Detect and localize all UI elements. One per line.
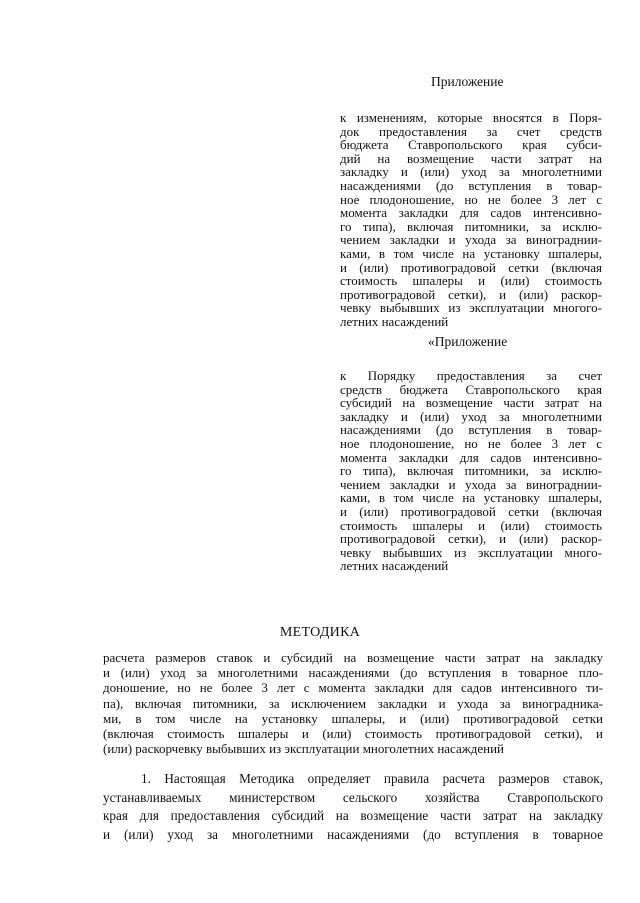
paragraph-line: устанавливаемых министерством сельского хозяйства Ставропольского: [103, 789, 603, 805]
paragraph-line: и (или) уход за многолетними насаждениями (до вступления в товарное: [103, 826, 603, 842]
quote-line: чением закладки и ухода за винограднии-: [340, 476, 602, 492]
quote-line: субсидий на возмещение части затрат на: [340, 395, 602, 411]
quote-line: ное плодоношение, но не более 3 лет с: [340, 435, 602, 451]
appendix-line: летних насаждений: [340, 313, 449, 329]
quote-text: [340, 369, 602, 573]
quote-line: противоградовой сетки), и (или) раскор-: [340, 531, 602, 547]
quote-line: чевку выбывших из эксплуатации много-: [340, 544, 602, 560]
appendix-line: закладку и (или) уход за многолетними: [340, 164, 602, 180]
quote-line: насаждениями (до вступления в товар-: [340, 422, 602, 438]
quote-line: летних насаждений: [340, 558, 449, 574]
paragraph-line: края для предоставления субсидий на возмещение части затрат на закладку: [103, 808, 603, 823]
paragraph-line: 1. Настоящая Методика определяет правила расчета размеров ставок,: [141, 771, 603, 786]
appendix-line: дий на возмещение части затрат на: [340, 150, 602, 166]
quote-line: стоимость шпалеры и (или) стоимость: [340, 517, 602, 533]
method-description: [103, 650, 603, 756]
appendix-line: насаждениями (до вступления в товар-: [340, 177, 602, 193]
appendix-line: чевку выбывших из эксплуатации многого-: [340, 300, 602, 316]
method-line: па), включая питомники, за исключением закладки и ухода за виноградника-: [103, 695, 603, 711]
quote-heading: «Приложение: [428, 334, 508, 349]
appendix-heading: Приложение: [431, 74, 504, 89]
appendix-line: и (или) противоградовой сетки (включая: [340, 259, 602, 275]
appendix-line: стоимость шпалеры и (или) стоимость: [340, 273, 602, 289]
quote-line: закладку и (или) уход за многолетними: [340, 408, 602, 424]
appendix-line: бюджета Ставропольского края субси-: [340, 137, 602, 153]
method-title: МЕТОДИКА: [279, 625, 361, 640]
method-line: и (или) уход за многолетними насаждениями (до вступления в товарное пло-: [103, 665, 603, 681]
method-line: доношение, но не более 3 лет с момента закладки для садов интенсивного ти-: [103, 680, 603, 696]
quote-line: к Порядку предоставления за счет: [340, 368, 602, 383]
method-line: (или) раскорчевку выбывших из эксплуатации многолетних насаждений: [103, 741, 504, 757]
appendix-text: [340, 111, 602, 329]
method-line: (включая стоимость шпалеры и (или) стоимость противоградовой сетки), и: [103, 725, 603, 741]
quote-line: ками, в том числе на установку шпалеры,: [340, 490, 602, 506]
appendix-line: го типа), включая питомники, за исклю-: [340, 218, 602, 234]
method-line: расчета размеров ставок и субсидий на возмещение части затрат на закладку: [103, 650, 603, 665]
appendix-line: к изменениям, которые вносятся в Поря-: [340, 110, 602, 125]
appendix-line: ками, в том числе на установку шпалеры,: [340, 245, 602, 261]
method-line: ми, в том числе на установку шпалеры, и (или) противоградовой сетки: [103, 710, 603, 726]
quote-line: момента закладки для садов интенсивно-: [340, 449, 602, 465]
quote-line: го типа), включая питомники, за исклю-: [340, 463, 602, 479]
quote-line: и (или) противоградовой сетки (включая: [340, 503, 602, 519]
appendix-line: момента закладки для садов интенсивно-: [340, 205, 602, 221]
body-paragraph: [103, 770, 603, 844]
appendix-line: чением закладки и ухода за винограднии-: [340, 232, 602, 248]
appendix-line: противоградовой сетки), и (или) раскор-: [340, 286, 602, 302]
appendix-line: ное плодоношение, но не более 3 лет с: [340, 191, 602, 207]
quote-line: средств бюджета Ставропольского края: [340, 381, 602, 397]
appendix-line: док предоставления за счет средств: [340, 123, 602, 139]
